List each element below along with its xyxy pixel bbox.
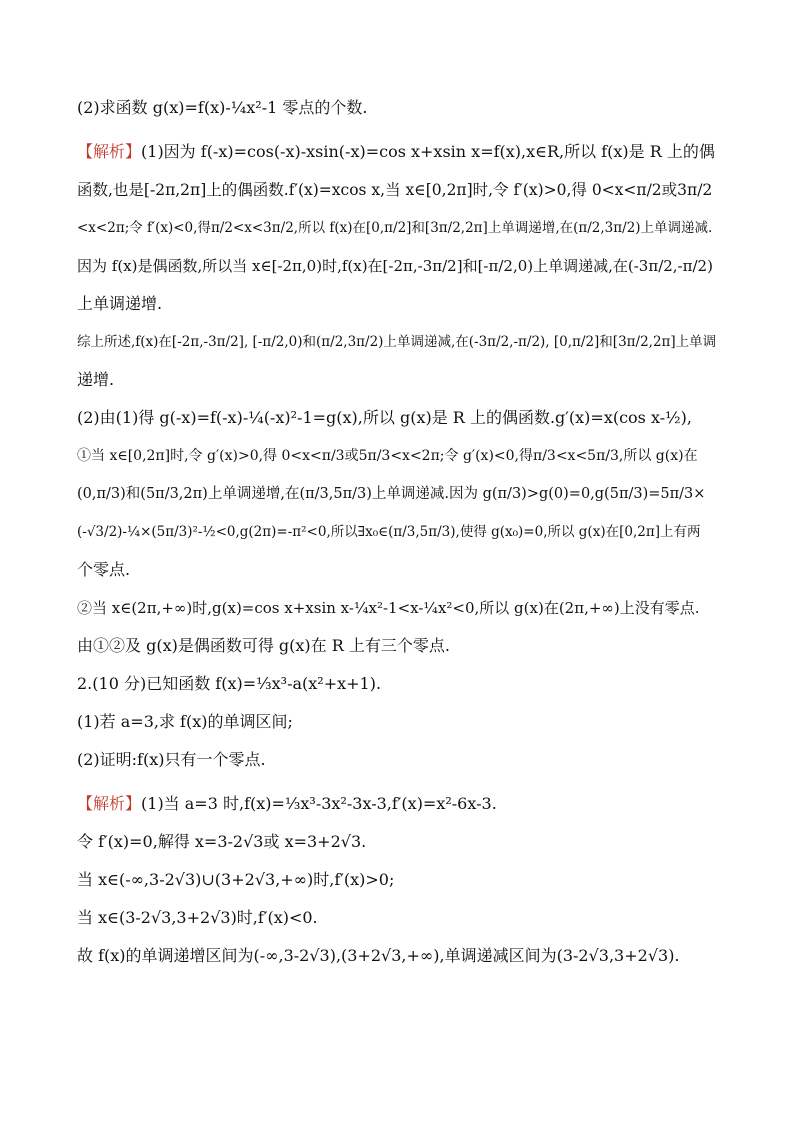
solution-1-line: 递增. <box>77 370 115 389</box>
solution-2-line: 当 x∈(-∞,3-2√3)∪(3+2√3,+∞)时,f′(x)>0; <box>77 870 395 889</box>
solution-1-line: 【解析】(1)因为 f(-x)=cos(-x)-xsin(-x)=cos x+xsin x=f(x),x∈R,所以 f(x)是 R 上的偶 <box>77 142 715 161</box>
question-2-part-1: (1)若 a=3,求 f(x)的单调区间; <box>77 712 293 731</box>
solution-1-line: 上单调递增. <box>77 294 163 313</box>
solution-2-line: 【解析】(1)当 a=3 时,f(x)=⅓x³-3x²-3x-3,f′(x)=x²-6x-3. <box>77 794 497 813</box>
solution-1-line: 综上所述,f(x)在[-2π,-3π/2], [-π/2,0)和(π/2,3π/2)上单调递减,在(-3π/2,-π/2), [0,π/2]和[3π/2,2π]上单调 <box>77 334 717 350</box>
solution-1-line: 个零点. <box>77 560 131 579</box>
analysis-tag: 【解析】 <box>77 142 142 161</box>
solution-2-line: 当 x∈(3-2√3,3+2√3)时,f′(x)<0. <box>77 908 318 927</box>
solution-1-line: ①当 x∈[0,2π]时,令 g′(x)>0,得 0<x<π/3或5π/3<x<2π;令 g′(x)<0,得π/3<x<5π/3,所以 g(x)在 <box>77 448 698 464</box>
solution-2-line: 令 f′(x)=0,解得 x=3-2√3或 x=3+2√3. <box>77 832 367 851</box>
solution-2-line: 故 f(x)的单调递增区间为(-∞,3-2√3),(3+2√3,+∞),单调递减区间为(3-2√3,3+2√3). <box>77 946 680 965</box>
solution-1-line: <x<2π;令 f′(x)<0,得π/2<x<3π/2,所以 f(x)在[0,π/2]和[3π/2,2π]上单调递增,在(π/2,3π/2)上单调递减. <box>77 220 713 236</box>
question-2-part-2: (2)证明:f(x)只有一个零点. <box>77 750 266 769</box>
solution-1-line: 因为 f(x)是偶函数,所以当 x∈[-2π,0)时,f(x)在[-2π,-3π/2]和[-π/2,0)上单调递减,在(-3π/2,-π/2) <box>77 257 713 275</box>
solution-1-line: 函数,也是[-2π,2π]上的偶函数.f′(x)=xcos x,当 x∈[0,2π]时,令 f′(x)>0,得 0<x<π/2或3π/2 <box>77 181 713 199</box>
solution-1-line: (-√3/2)-¼×(5π/3)²-½<0,g(2π)=-π²<0,所以∃x₀∈(π/3,5π/3),使得 g(x₀)=0,所以 g(x)在[0,2π]上有两 <box>77 524 701 540</box>
analysis-tag: 【解析】 <box>77 794 142 813</box>
solution-1-line: (2)由(1)得 g(-x)=f(-x)-¼(-x)²-1=g(x),所以 g(x)是 R 上的偶函数.g′(x)=x(cos x-½), <box>77 408 692 427</box>
question-1-part-2: (2)求函数 g(x)=f(x)-¼x²-1 零点的个数. <box>77 98 368 117</box>
question-2: 2.(10 分)已知函数 f(x)=⅓x³-a(x²+x+1). <box>77 674 382 693</box>
solution-1-line: (0,π/3)和(5π/3,2π)上单调递增,在(π/3,5π/3)上单调递减.因为 g(π/3)>g(0)=0,g(5π/3)=5π/3× <box>77 486 706 502</box>
solution-1-line: 由①②及 g(x)是偶函数可得 g(x)在 R 上有三个零点. <box>77 636 450 655</box>
solution-1-line: ②当 x∈(2π,+∞)时,g(x)=cos x+xsin x-¼x²-1<x-¼x²<0,所以 g(x)在(2π,+∞)上没有零点. <box>77 599 700 617</box>
